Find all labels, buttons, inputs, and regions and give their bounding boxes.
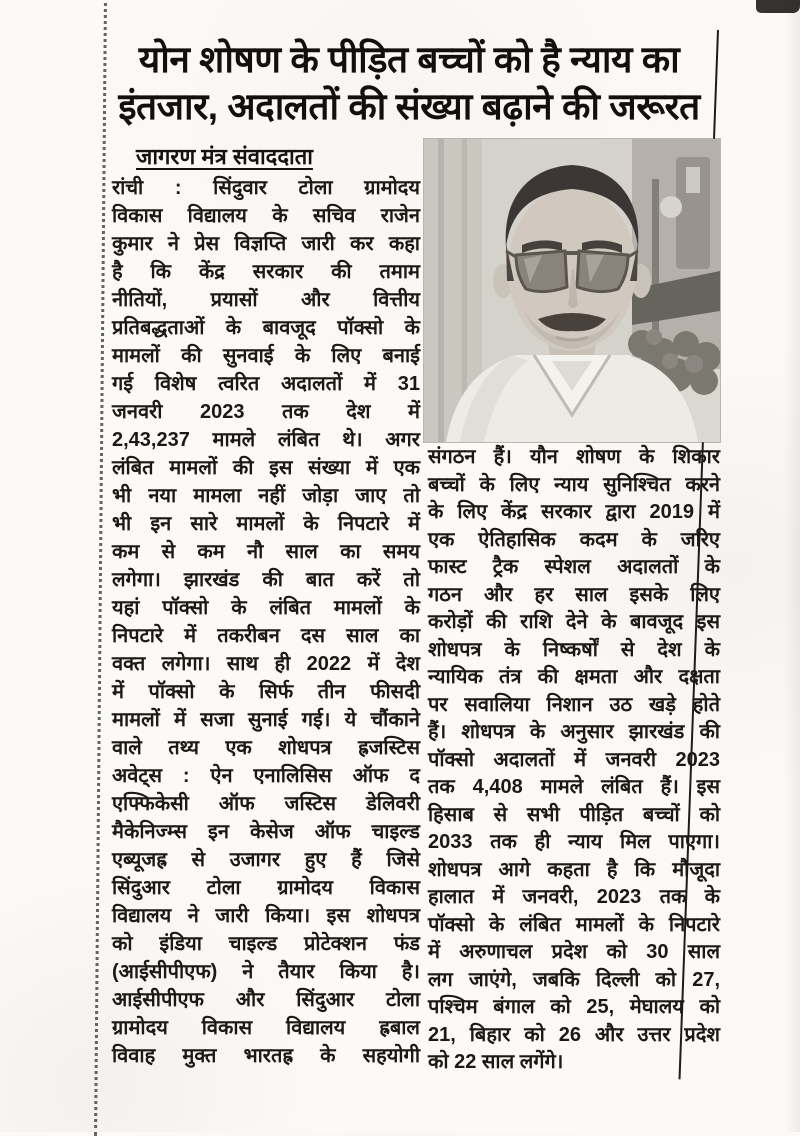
body-text-line: आईसीपीएफ और सिंदुआर टोला: [112, 989, 420, 1011]
body-text-line: करोड़ों की राशि देने के बावजूद इस: [428, 611, 720, 633]
body-text-line: तक 4,408 मामले लंबित हैं। इस: [428, 776, 720, 798]
body-text-line: पॉक्सो अदालतों में जनवरी 2023: [428, 748, 720, 771]
body-text-line: एक ऐतिहासिक कदम के जरिए: [428, 528, 720, 551]
body-text-line: है कि केंद्र सरकार की तमाम: [112, 261, 420, 283]
body-text-line: पश्चिम बंगाल को 25, मेघालय को: [428, 996, 720, 1018]
byline: जागरण मंत्र संवाददाता: [136, 144, 313, 169]
body-text-line: भी इन सारे मामलों के निपटारे में: [112, 513, 420, 535]
scan-edge-shadow: [784, 0, 800, 1132]
body-text-line: को इंडिया चाइल्ड प्रोटेक्शन फंड: [112, 933, 420, 955]
body-text-line: एब्यूजह्र से उजागर हुए हैं जिसे: [112, 849, 420, 871]
body-text-line: भी नया मामला नहीं जोड़ा जाए तो: [112, 485, 420, 507]
body-text-line: में अरुणाचल प्रदेश को 30 साल: [428, 941, 720, 963]
body-text-line: के लिए केंद्र सरकार द्वारा 2019 में: [428, 501, 720, 523]
body-text-line: यहां पॉक्सो के लंबित मामलों के: [112, 597, 420, 619]
body-text-line: विकास विद्यालय के सचिव राजेन: [112, 205, 420, 227]
body-text-line: (आईसीपीएफ) ने तैयार किया है।: [112, 961, 420, 983]
body-text-line: निपटारे में तकरीबन दस साल का: [112, 625, 420, 647]
perforated-left-edge: [94, 0, 107, 1136]
body-text-line: हालात में जनवरी, 2023 तक के: [428, 886, 720, 908]
body-text-line: एफ्फिकेसी ऑफ जस्टिस डेलिवरी: [112, 793, 420, 815]
body-text-line: नीतियों, प्रयासों और वित्तीय: [112, 289, 420, 311]
body-text-line: गठन और हर साल इसके लिए: [428, 583, 720, 606]
body-text-line: जनवरी 2023 तक देश में: [112, 401, 420, 423]
body-text-line: पर सवालिया निशान उठ खड़े होते: [428, 693, 720, 716]
body-text-line: कम से कम नौ साल का समय: [112, 541, 420, 563]
body-text-line: शोधपत्र आगे कहता है कि मौजूदा: [428, 858, 720, 881]
body-text-line: 2033 तक ही न्याय मिल पाएगा।: [428, 831, 720, 853]
body-text-line: में पॉक्सो के सिर्फ तीन फीसदी: [112, 681, 420, 703]
body-text-line: 21, बिहार को 26 और उत्तर प्रदेश: [428, 1023, 720, 1046]
body-text-line: को 22 साल लगेंगे।: [428, 1051, 564, 1073]
body-text-line: ग्रामोदय विकास विद्यालय ह्रबाल: [112, 1017, 420, 1039]
body-text-line: 2,43,237 मामले लंबित थे। अगर: [112, 429, 420, 451]
body-text-line: लग जाएंगे, जबकि दिल्ली को 27,: [428, 968, 720, 991]
body-text-line: रांची : सिंदुवार टोला ग्रामोदय: [112, 177, 420, 199]
body-text-line: वक्त लगेगा। साथ ही 2022 में देश: [112, 653, 420, 675]
body-text-line: संगठन हैं। यौन शोषण के शिकार: [428, 446, 720, 468]
body-text-line: मैकेनिज्म्स इन केसेज ऑफ चाइल्ड: [112, 821, 420, 843]
body-text-line: अवेट्स : ऐन एनालिसिस ऑफ द: [112, 765, 420, 787]
body-text-line: शोधपत्र के निष्कर्षों से देश के: [428, 638, 720, 661]
body-text-line: न्यायिक तंत्र की क्षमता और दक्षता: [428, 666, 720, 688]
article-column-left: [112, 174, 420, 1070]
body-text-line: मामलों की सुनवाई के लिए बनाई: [112, 345, 420, 367]
headline-line-1: योन शोषण के पीड़ित बच्चों को है न्याय का: [138, 39, 680, 80]
body-text-line: सिंदुआर टोला ग्रामोदय विकास: [112, 877, 420, 899]
article-headline: [108, 36, 710, 130]
article-column-right: [428, 444, 720, 1077]
body-text-line: लंबित मामलों की इस संख्या में एक: [112, 457, 420, 479]
body-text-line: प्रतिबद्धताओं के बावजूद पॉक्सो के: [112, 317, 420, 339]
portrait-photo-graphic: [424, 139, 720, 442]
body-text-line: बच्चों के लिए न्याय सुनिश्चित करने: [428, 473, 720, 496]
body-text-line: पॉक्सो के लंबित मामलों के निपटारे: [428, 913, 720, 936]
body-text-line: लगेगा। झारखंड की बात करें तो: [112, 569, 420, 591]
portrait-photo: [424, 139, 720, 442]
body-text-line: विद्यालय ने जारी किया। इस शोधपत्र: [112, 905, 420, 927]
headline-line-2: इंतजार, अदालतों की संख्या बढ़ाने की जरूरत: [118, 86, 700, 127]
body-text-line: हिसाब से सभी पीड़ित बच्चों को: [428, 803, 720, 826]
body-text-line: विवाह मुक्त भारतह्र के सहयोगी: [112, 1045, 420, 1067]
body-text-line: वाले तथ्य एक शोधपत्र ह्रजस्टिस: [112, 737, 420, 759]
body-text-line: गई विशेष त्वरित अदालतों में 31: [112, 373, 420, 395]
body-text-line: कुमार ने प्रेस विज्ञप्ति जारी कर कहा: [112, 233, 420, 255]
body-text-line: हैं। शोधपत्र के अनुसार झारखंड की: [428, 721, 720, 743]
body-text-line: फास्ट ट्रैक स्पेशल अदालतों के: [428, 556, 720, 578]
body-text-line: मामलों में सजा सुनाई गई। ये चौंकाने: [112, 709, 420, 731]
